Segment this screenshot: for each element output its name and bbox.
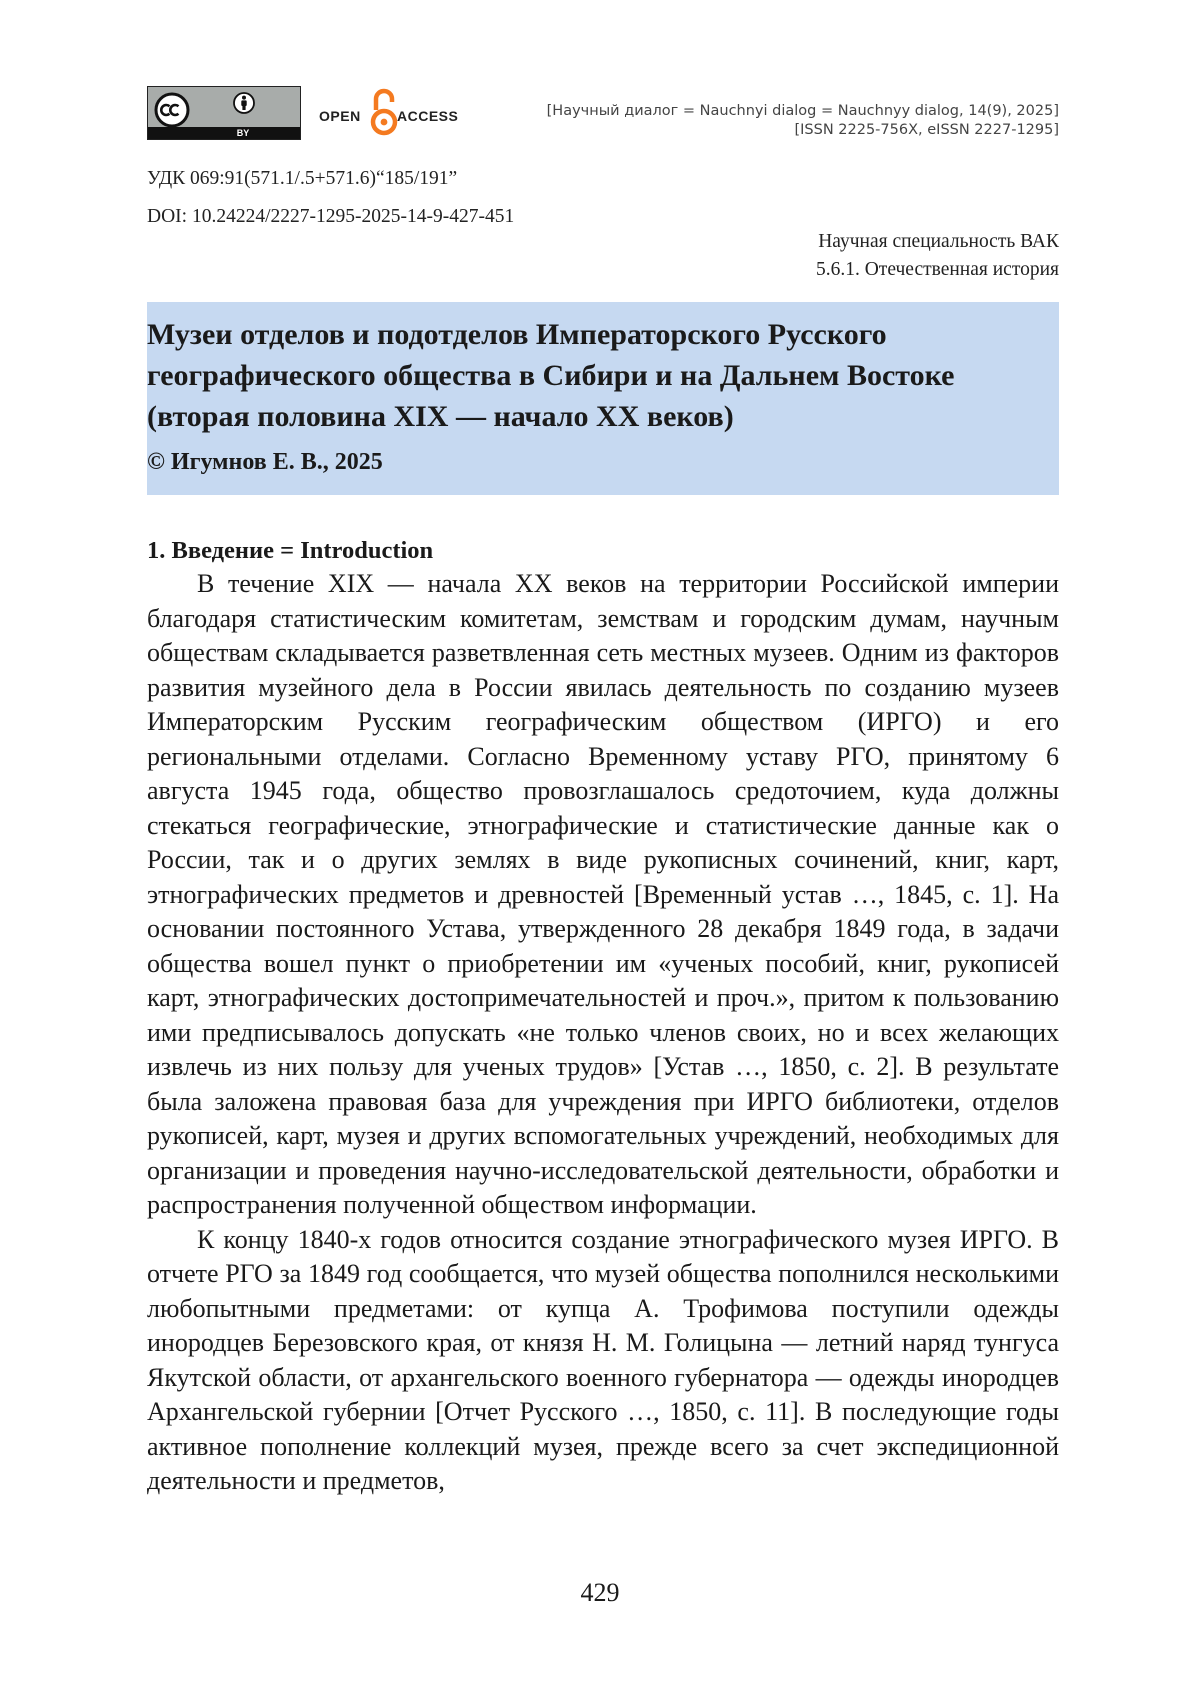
license-bar	[148, 127, 300, 139]
specialty-label: Научная специальность ВАК	[818, 231, 1059, 252]
journal-issn: [ISSN 2225-756X, eISSN 2227-1295]	[794, 122, 1059, 138]
article-metadata	[147, 160, 1059, 236]
license-label: BY	[236, 128, 250, 138]
cc-by-license-badge[interactable]	[147, 86, 301, 140]
article-page	[147, 86, 1059, 1499]
open-access-lock-icon	[369, 86, 399, 140]
doi-link[interactable]: DOI: 10.24224/2227-1295-2025-14-9-427-451	[147, 206, 515, 227]
attribution-person-icon	[233, 92, 255, 114]
paragraph: В течение XIX — начала XX веков на территории Российской империи благодаря статистическим комитетам, земствам и городским думам, научным обществам складывается разветвленная сеть местных музеев. Одним из факторов развития музейного дела в России явилась деятельность по созданию музеев Императорским Русским географическим обществом (ИРГО) и его региональными отделами. Согласно Временному уставу РГО, принятому 6 августа 1945 года, общество провозглашалось средоточием, куда должны стекаться географические, этнографические и статистические данные как о России, так и о других землях в виде рукописных сочинений, книг, карт, этнографических предметов и древностей [Временный устав …, 1845, с. 1]. На основании постоянного Устава, утвержденного 28 декабря 1849 года, в задачи общества вошел пункт о приобретении им «ученых пособий, книг, рукописей карт, этнографических достопримечательностей и проч.», притом к пользованию ими предписывалось допускать «не только членов своих, но и всех желающих извлечь из них пользу для ученых трудов» [Устав …, 1850, с. 2]. В результате была заложена правовая база для учреждения при ИРГО библиотеки, отделов рукописей, карт, музея и других вспомогательных учреждений, необходимых для организации и проведения научно-исследовательской деятельности, обработки и распространения полученной обществом информации.	[147, 569, 1059, 1219]
creative-commons-icon	[154, 92, 190, 128]
open-access-open-text: OPEN	[319, 108, 361, 124]
udk-code: УДК 069:91(571.1/.5+571.6)“185/191”	[147, 168, 458, 189]
page-number: 429	[580, 1578, 620, 1607]
open-access-access-text: ACCESS	[397, 108, 459, 124]
open-access-logo[interactable]	[319, 86, 469, 140]
author-copyright: © Игумнов Е. В., 2025	[147, 449, 383, 475]
page-header	[147, 86, 1059, 140]
body-text	[147, 567, 1059, 1499]
title-block	[147, 302, 1059, 495]
section-heading: 1. Введение = Introduction	[147, 537, 434, 564]
journal-reference	[547, 102, 1059, 140]
paragraph: К концу 1840-х годов относится создание этнографического музея ИРГО. В отчете РГО за 1849 год сообщается, что музей общества пополнился несколькими любопытными предметами: от купца А. Трофимова поступили одежды инородцев Березовского края, от князя Н. М. Голицына — летний наряд тунгуса Якутской области, от архангельского военного губернатора — одежды инородцев Архангельской губернии [Отчет Русского …, 1850, с. 11]. В последующие годы активное пополнение коллекций музея, прежде всего за счет экспедиционной деятельности и предметов,	[147, 1224, 1059, 1495]
journal-citation: [Научный диалог = Nauchnyi dialog = Nauchnyy dialog, 14(9), 2025]	[546, 103, 1059, 119]
article-title: Музеи отделов и подотделов Императорского Русского географического общества в Сибири и на Дальнем Востоке (вторая половина XIX — начало XX веков)	[147, 318, 955, 433]
specialty-code: 5.6.1. Отечественная история	[815, 259, 1059, 280]
vak-specialty	[147, 228, 1059, 284]
